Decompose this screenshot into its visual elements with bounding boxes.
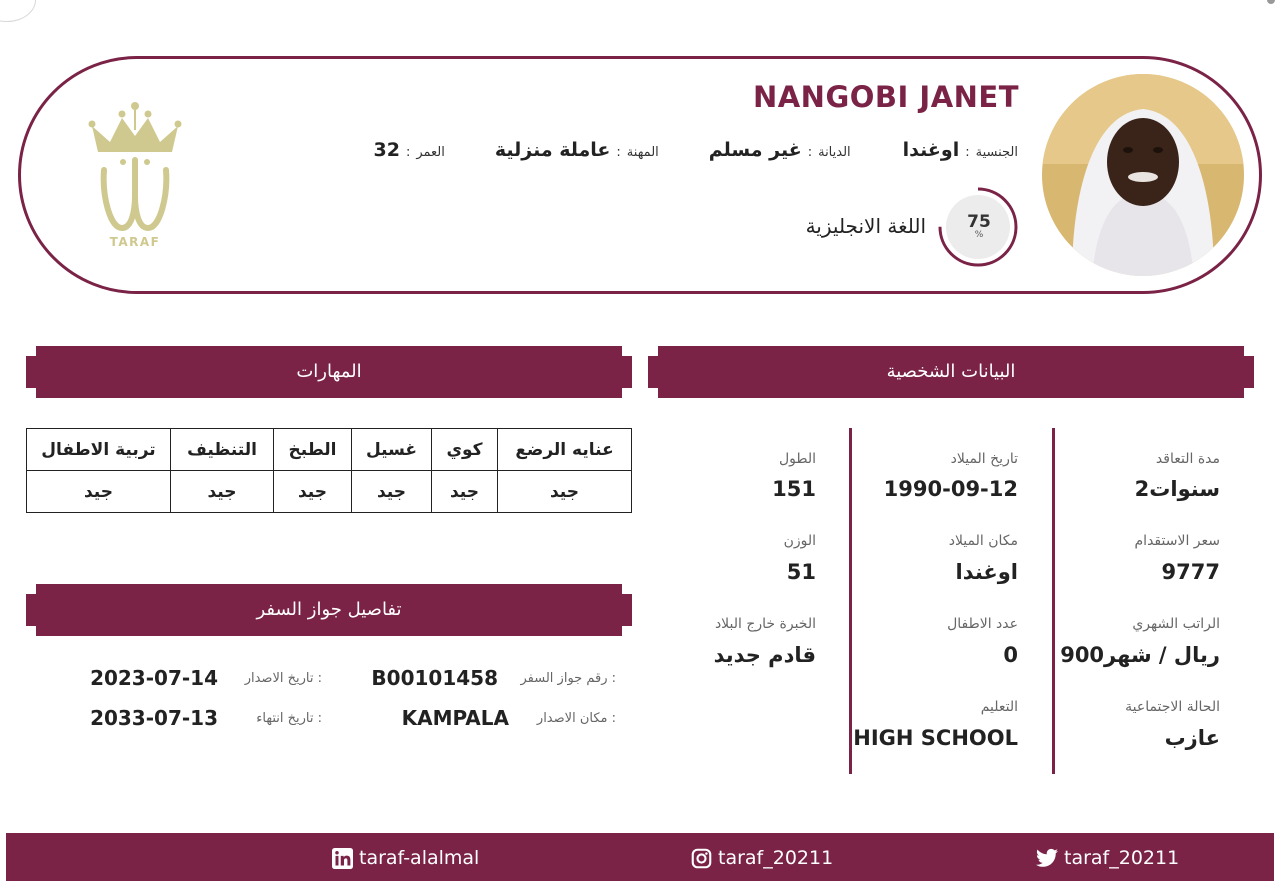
nationality-item [903,139,1018,161]
separator: : [807,145,813,160]
weight-label: الوزن [783,533,816,549]
skills-table [26,428,632,513]
children-count-label: عدد الاطفال [947,616,1018,632]
experience-abroad-value: قادم جديد [713,643,816,667]
children-count-value: 0 [1003,643,1018,667]
logo-text: TARAF [109,235,161,249]
linkedin-icon [332,848,353,869]
education-value: HIGH SCHOOL [853,726,1018,750]
instagram-handle: taraf_20211 [718,847,834,869]
skill-header: تربية الاطفال [27,429,171,471]
marital-status-value: عازب [1164,726,1220,750]
religion-item [709,139,851,161]
birth-date-value: 1990-09-12 [883,477,1018,501]
scroll-indicator [1267,0,1275,4]
skill-header: كوي [432,429,498,471]
skill-header: الطبخ [274,429,352,471]
taraf-logo [80,100,190,250]
passport-expiry-label: تاريخ انتهاء : [256,711,322,726]
separator: : [965,145,970,160]
worker-name: NANGOBI JANET [752,80,1019,114]
religion-label: الديانة [818,145,851,160]
skill-header: عنايه الرضع [498,429,632,471]
instagram-link[interactable] [691,845,833,871]
passport-issue-place: KAMPALA [401,706,509,730]
worker-info-row [373,139,1018,161]
passport-issue-date: 2023-07-14 [90,666,218,690]
religion-value: غير مسلم [708,139,802,161]
skill-value: جيد [27,471,171,513]
column-divider [849,428,852,774]
experience-abroad-label: الخبرة خارج البلاد [714,616,816,632]
worker-photo [1042,74,1244,276]
marital-status-label: الحالة الاجتماعية [1125,699,1220,715]
personal-data-banner [648,346,1254,398]
birth-place-label: مكان الميلاد [948,533,1018,549]
passport-number-label: رقم جواز السفر : [520,671,616,686]
monthly-salary-label: الراتب الشهري [1132,616,1220,632]
skills-header-row [27,429,632,471]
skill-value: جيد [352,471,432,513]
instagram-icon [691,848,712,869]
linkedin-link[interactable] [332,845,479,871]
profession-item [495,139,659,161]
birth-place-value: اوغندا [955,560,1018,584]
weight-value: 51 [786,560,816,584]
separator: : [616,145,621,160]
skills-title: المهارات [296,361,362,382]
language-percent-sign: % [974,230,984,240]
recruitment-price-value: 9777 [1161,560,1220,584]
twitter-link[interactable] [1036,845,1179,871]
birth-date-label: تاريخ الميلاد [950,451,1018,467]
passport-issue-place-label: مكان الاصدار : [536,711,616,726]
age-label: العمر [416,145,445,160]
profession-value: عاملة منزلية [494,139,611,161]
nationality-value: اوغندا [902,139,960,161]
twitter-handle: taraf_20211 [1064,847,1180,869]
column-divider [1052,428,1055,774]
separator: : [405,145,411,160]
skill-value: جيد [171,471,274,513]
language-label: اللغة الانجليزية [805,214,926,238]
twitter-icon [1036,848,1058,868]
profession-label: المهنة [626,145,659,160]
education-label: التعليم [980,699,1018,715]
passport-issue-date-label: تاريخ الاصدار : [244,671,322,686]
contract-duration-value: 2سنوات [1134,477,1220,501]
contract-duration-label: مدة التعاقد [1155,451,1220,467]
nationality-label: الجنسية [975,145,1018,160]
language-score: 75 [967,212,991,232]
age-item [373,139,444,161]
skill-value: جيد [498,471,632,513]
skills-banner [26,346,632,398]
height-value: 151 [772,477,816,501]
skills-value-row [27,471,632,513]
passport-number: B00101458 [371,666,498,690]
skill-value: جيد [274,471,352,513]
skill-header: غسيل [352,429,432,471]
linkedin-handle: taraf-alalmal [359,847,480,869]
corner-decoration [0,0,36,22]
passport-expiry-date: 2033-07-13 [90,706,218,730]
skill-header: التنظيف [171,429,274,471]
monthly-salary-value: 900ريال / شهر [1060,643,1220,667]
height-label: الطول [778,451,816,467]
age-value: 32 [373,139,400,161]
recruitment-price-label: سعر الاستقدام [1134,533,1220,549]
passport-title: تفاصيل جواز السفر [256,599,402,620]
passport-banner [26,584,632,636]
personal-data-title: البيانات الشخصية [886,361,1016,382]
skill-value: جيد [432,471,498,513]
